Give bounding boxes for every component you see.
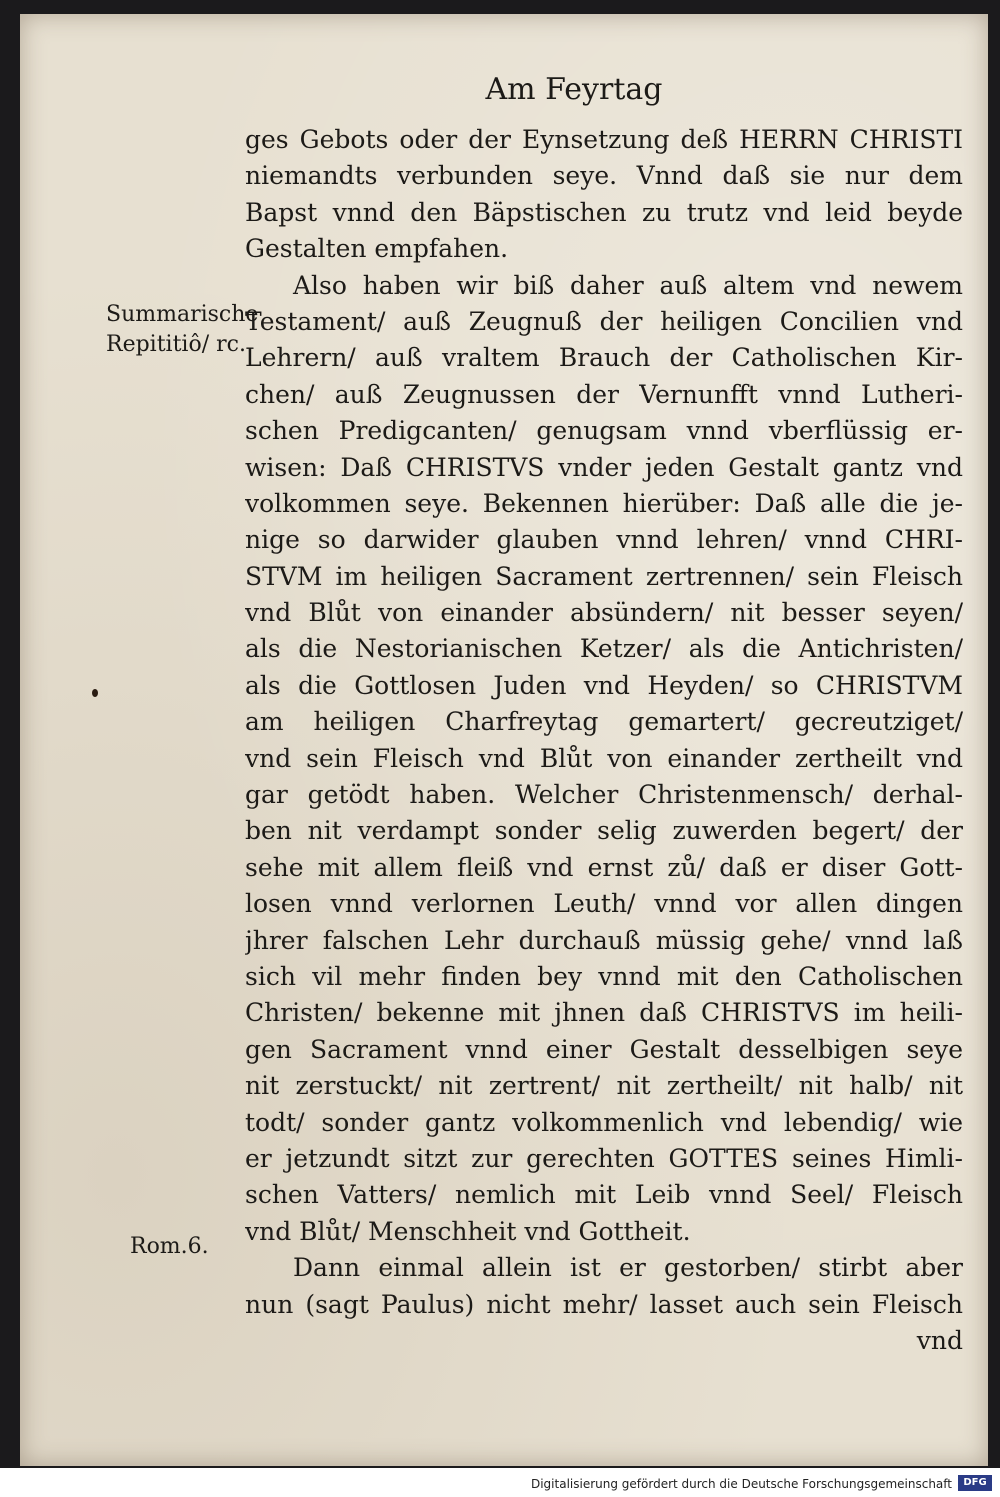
catchword: vnd <box>916 1325 963 1355</box>
text-line: nige so darwider glauben vnnd lehren/ vnnd CHRI- <box>245 525 963 555</box>
text-line: nit zerstuckt/ nit zertrent/ nit zertheilt/ nit halb/ nit <box>245 1071 963 1101</box>
text-line: gen Sacrament vnnd einer Gestalt desselbigen seye <box>245 1034 963 1064</box>
margin-note-reference: Rom.6. <box>130 1234 209 1259</box>
funding-credit: Digitalisierung gefördert durch die Deutsche Forschungsgemeinschaft <box>530 1477 952 1491</box>
text-line: sich vil mehr finden bey vnnd mit den Catholischen <box>245 961 963 991</box>
text-line: Testament/ auß Zeugnuß der heiligen Concilien vnd <box>245 306 963 336</box>
text-line: schen Predigcanten/ genugsam vnnd vberflüssig er- <box>245 416 963 446</box>
text-line: am heiligen Charfreytag gemartert/ gecreutziget/ <box>245 707 963 737</box>
text-line: als die Gottlosen Juden vnd Heyden/ so CHRISTVM <box>245 670 963 700</box>
margin-note-summary <box>106 300 258 360</box>
margin-note-line: Summarische <box>106 302 259 327</box>
footer-bar <box>0 1470 1000 1497</box>
text-line: todt/ sonder gantz volkommenlich vnd lebendig/ wie <box>245 1107 963 1137</box>
text-line: STVM im heiligen Sacrament zertrennen/ sein Fleisch <box>245 561 963 591</box>
text-line: ben nit verdampt sonder selig zuwerden begert/ der <box>245 816 963 846</box>
text-line: vnd sein Fleisch vnd Blůt von einander zertheilt vnd <box>245 743 963 773</box>
text-line: schen Vatters/ nemlich mit Leib vnnd Seel/ Fleisch <box>245 1180 963 1210</box>
text-line: wisen: Daß CHRISTVS vnder jeden Gestalt gantz vnd <box>245 452 963 482</box>
text-line: Lehrern/ auß vraltem Brauch der Catholischen Kir- <box>245 343 963 373</box>
text-line: niemandts verbunden seye. Vnnd daß sie nur dem <box>245 161 963 191</box>
text-line: er jetzundt sitzt zur gerechten GOTTES seines Himli- <box>245 1143 963 1173</box>
ink-speck <box>92 689 98 697</box>
text-line: gar getödt haben. Welcher Christenmensch/ derhal- <box>245 780 963 810</box>
text-line: als die Nestorianischen Ketzer/ als die Antichristen/ <box>245 634 963 664</box>
text-line: sehe mit allem fleiß vnd ernst zů/ daß er diser Gott- <box>245 852 963 882</box>
text-line: vnd Blůt/ Menschheit vnd Gottheit. <box>245 1216 691 1246</box>
running-head: Am Feyrtag <box>485 72 663 107</box>
text-line: vnd Blůt von einander absündern/ nit besser seyen/ <box>245 598 963 628</box>
body-text <box>245 122 963 1359</box>
text-line: jhrer falschen Lehr durchauß müssig gehe/ vnnd laß <box>245 925 963 955</box>
text-line: Gestalten empfahen. <box>245 234 509 264</box>
text-line: nun (sagt Paulus) nicht mehr/ lasset auch sein Fleisch <box>245 1289 963 1319</box>
text-line: Christen/ bekenne mit jhnen daß CHRISTVS im heili- <box>245 998 963 1028</box>
text-line: Bapst vnnd den Bäpstischen zu trutz vnd leid beyde <box>245 197 963 227</box>
text-line: losen vnnd verlornen Leuth/ vnnd vor allen dingen <box>245 889 963 919</box>
book-page <box>20 14 988 1466</box>
dfg-logo: DFG <box>958 1475 992 1491</box>
text-line: Also haben wir biß daher auß altem vnd newem <box>293 270 963 300</box>
margin-note-line: Repititiô/ rc. <box>106 332 246 357</box>
text-line: chen/ auß Zeugnussen der Vernunfft vnnd Lutheri- <box>245 379 963 409</box>
text-line: Dann einmal allein ist er gestorben/ stirbt aber <box>293 1253 963 1283</box>
text-line: ges Gebots oder der Eynsetzung deß HERRN CHRISTI <box>245 125 963 154</box>
text-line: volkommen seye. Bekennen hierüber: Daß alle die je- <box>245 488 963 518</box>
